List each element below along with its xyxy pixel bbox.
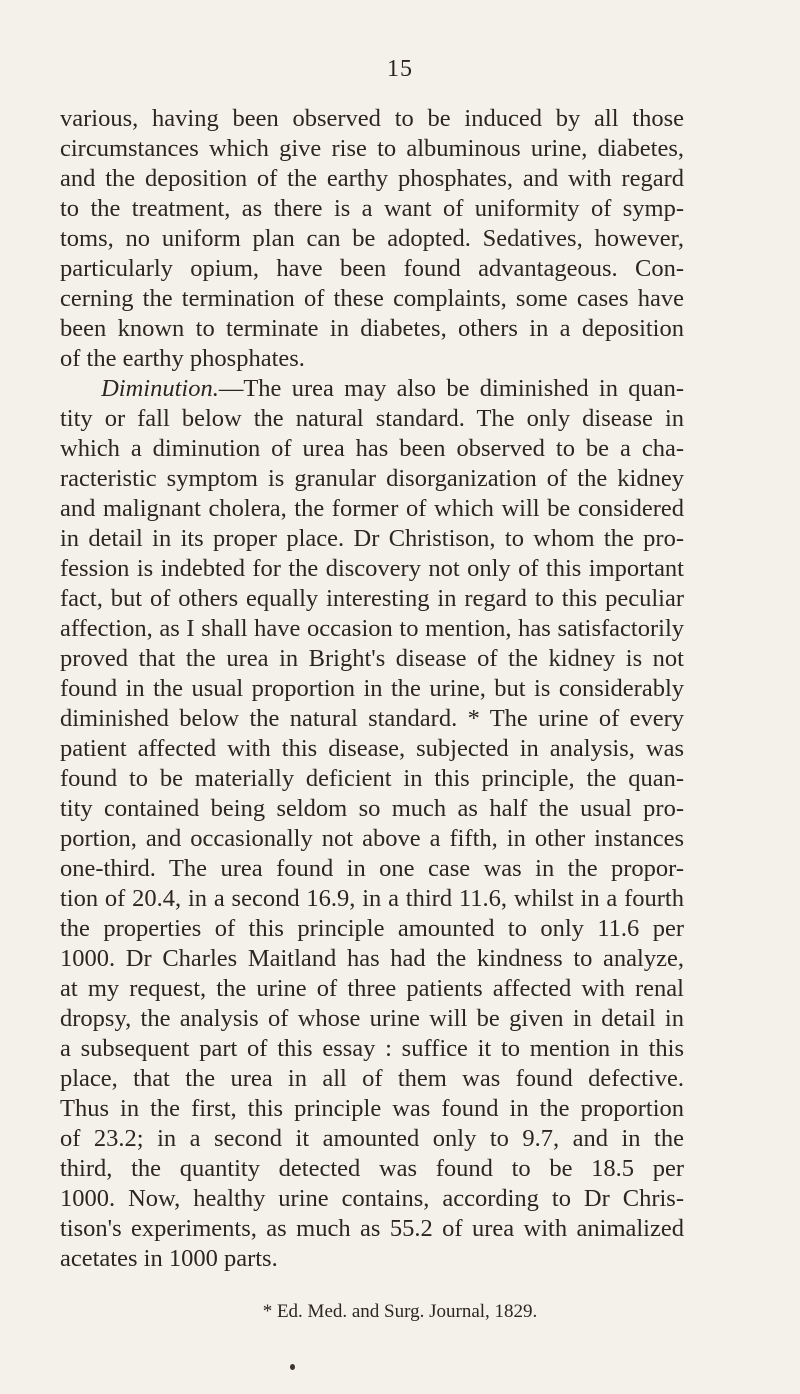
text-line: fact, but of others equally interesting in regard to this peculiar (60, 585, 684, 612)
text-line: found to be materially deficient in this principle, the quan- (60, 765, 684, 792)
ink-mark (290, 1364, 295, 1370)
text-line: racteristic symptom is granular disorganization of the kidney (60, 465, 684, 492)
text-line: tion of 20.4, in a second 16.9, in a third 11.6, whilst in a fourth (60, 885, 684, 912)
text-line: a subsequent part of this essay : suffice it to mention in this (60, 1035, 684, 1062)
text-line: 1000. Dr Charles Maitland has had the kindness to analyze, (60, 945, 684, 972)
text-line: at my request, the urine of three patients affected with renal (60, 975, 684, 1002)
text-line: and malignant cholera, the former of which will be considered (60, 495, 684, 522)
text-line: of the earthy phosphates. (60, 345, 305, 372)
text-line: found in the usual proportion in the urine, but is considerably (60, 675, 684, 702)
text-line: dropsy, the analysis of whose urine will be given in detail in (60, 1005, 684, 1032)
text-line: Diminution.—The urea may also be diminished in quan- (101, 375, 684, 402)
footnote: * Ed. Med. and Surg. Journal, 1829. (262, 1301, 538, 1322)
text-line: tity contained being seldom so much as half the usual pro- (60, 795, 684, 822)
text-line: place, that the urea in all of them was found defective. (60, 1065, 684, 1092)
text-line: which a diminution of urea has been observed to be a cha- (60, 435, 684, 462)
text-line: proved that the urea in Bright's disease of the kidney is not (60, 645, 684, 672)
text-line: tison's experiments, as much as 55.2 of urea with animalized (60, 1215, 684, 1242)
text-line: affection, as I shall have occasion to mention, has satisfactorily (60, 615, 684, 642)
text-line: been known to terminate in diabetes, others in a deposition (60, 315, 684, 342)
text-line: the properties of this principle amounted to only 11.6 per (60, 915, 684, 942)
text-line: tity or fall below the natural standard. The only disease in (60, 405, 684, 432)
text-line: 1000. Now, healthy urine contains, according to Dr Chris- (60, 1185, 684, 1212)
text-line: toms, no uniform plan can be adopted. Sedatives, however, (60, 225, 684, 252)
text-line: patient affected with this disease, subjected in analysis, was (60, 735, 684, 762)
page-number: 15 (387, 56, 413, 82)
text-line: fession is indebted for the discovery not only of this important (60, 555, 684, 582)
text-line: diminished below the natural standard. * The urine of every (60, 705, 684, 732)
body-text (60, 104, 684, 1274)
text-line: in detail in its proper place. Dr Christison, to whom the pro- (60, 525, 684, 552)
text-line: portion, and occasionally not above a fifth, in other instances (60, 825, 684, 852)
text-line: Thus in the first, this principle was found in the proportion (60, 1095, 684, 1122)
text-line: to the treatment, as there is a want of uniformity of symp- (60, 195, 684, 222)
text-line: particularly opium, have been found advantageous. Con- (60, 255, 684, 282)
text-line: of 23.2; in a second it amounted only to 9.7, and in the (60, 1125, 684, 1152)
text-line: one-third. The urea found in one case was in the propor- (60, 855, 684, 882)
text-line: circumstances which give rise to albuminous urine, diabetes, (60, 135, 684, 162)
section-heading: Diminution. (101, 375, 219, 402)
text-line: and the deposition of the earthy phosphates, and with regard (60, 165, 684, 192)
text-line: various, having been observed to be induced by all those (60, 105, 684, 132)
text-line: third, the quantity detected was found to be 18.5 per (60, 1155, 684, 1182)
text-line: acetates in 1000 parts. (60, 1245, 278, 1272)
text-line: cerning the termination of these complaints, some cases have (60, 285, 684, 312)
